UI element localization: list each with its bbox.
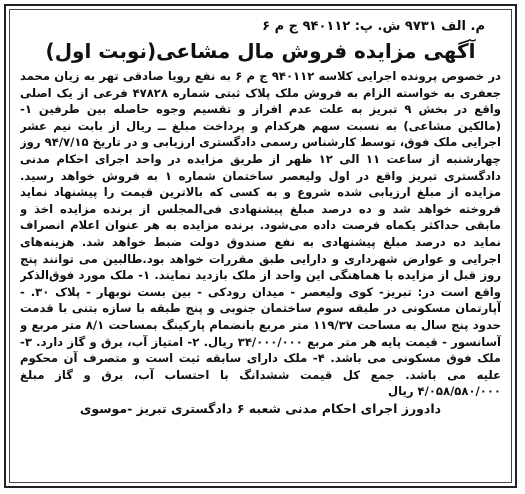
notice-frame [4, 4, 517, 488]
notice-body: در خصوص پرونده اجرایی کلاسه ۹۴۰۱۱۲ ج م ۶ به نفع رویا صادقی تهر به زیان محمد جعفری به خواسته الزام به فروش ملک پلاک ثبتی شماره ۴۷۸۲۸ فرعی از یک اصلی واقع در بخش ۹ تبریز به علت عدم افراز و تقسیم وجوه حاصله بین طرفین ۱- (مالکین مشاعی) به نسبت سهم هرکدام و پرداخت مبلغ ــ ریال از بابت نیم عشر اجرایی ملک فوق، توسط کارشناس رسمی دادگستری ارزیابی و در تاریخ ۹۴/۷/۱۵ روز چهارشنبه از ساعت ۱۱ الی ۱۲ ظهر از طریق مزایده در واحد اجرای احکام مدنی دادگستری تبریز واقع در اول ولیعصر ساختمان شماره ۱ به فروش خواهد رسید. مزایده از مبلغ ارزیابی شده شروع و به کسی که بالاترین قیمت را پیشنهاد نماید فروخته خواهد شد و ده درصد مبلغ پیشنهادی فی‌المجلس از برنده مزایده اخذ و مابقی حداکثر یکماه فرصت داده می‌شود. برنده مزایده به هر عنوان اعلام انصراف نماید ده درصد مبلغ پیشنهادی به نفع صندوق دولت ضبط خواهد شد. هزینه‌های اجرایی و عوارض شهرداری و دارایی طبق مقررات خواهد بود.طالبین می توانند پنج روز قبل از مزایده با هماهنگی این واحد از ملک بازدید نمایند. ۱- ملک مورد فوق‌الذکر واقع است در: تبریز- کوی ولیعصر - میدان رودکی - بین بست نوبهار - پلاک ۳۰. - آپارتمان مسکونی در طبقه سوم ساختمان جنوبی و پنج طبقه با سازه بتنی با قدمت حدود پنج سال به مساحت ۱۱۹/۳۷ متر مربع بانضمام پارکینگ بمساحت ۸/۱ متر مربع و آسانسور - قیمت پایه هر متر مربع ۳۴/۰۰۰/۰۰۰ ریال. ۲- امتیاز آب، برق و گاز دارد. ۳- ملک فوق مسکونی می باشد. ۴- ملک دارای سابقه ثبت است و متصرف آن محکوم علیه می باشد. جمع کل قیمت ششدانگ با احتساب آب، برق و گاز مبلغ ۴/۰۵۸/۵۸۰/۰۰۰ ریال [20, 69, 501, 399]
notice-content [20, 18, 501, 476]
notice-reference: م. الف ۹۷۳۱ ش. پ: ۹۴۰۱۱۲ ج م ۶ [262, 19, 485, 34]
notice-inner-border [9, 9, 512, 483]
notice-title: آگهی مزایده فروش مال مشاعی(نوبت اول) [45, 39, 476, 63]
notice-signature: دادورز اجرای احکام مدنی شعبه ۶ دادگستری تبریز -موسوی [79, 400, 442, 416]
